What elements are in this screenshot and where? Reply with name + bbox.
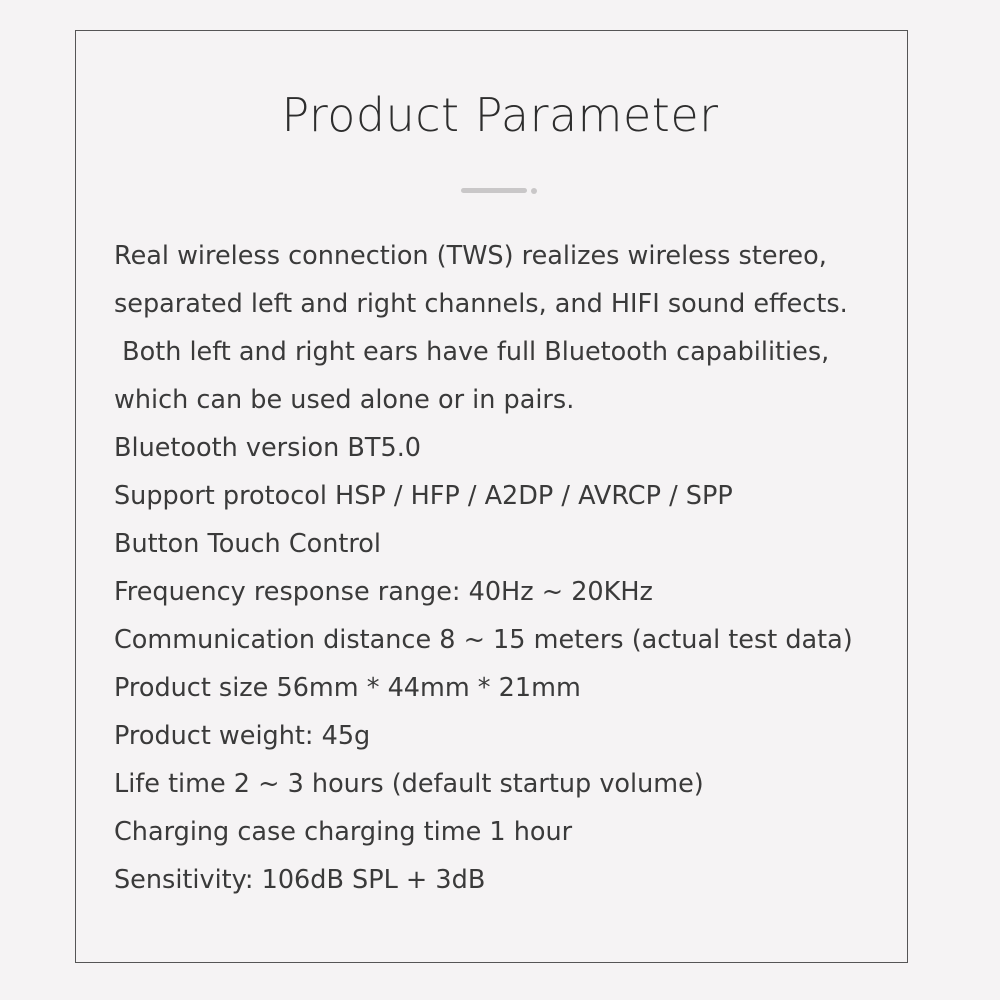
parameter-line: Life time 2 ~ 3 hours (default startup volume) [114, 769, 704, 799]
parameter-list [114, 232, 904, 904]
parameter-line: Real wireless connection (TWS) realizes wireless stereo, [114, 241, 827, 271]
parameter-line: Frequency response range: 40Hz ~ 20KHz [114, 577, 653, 607]
parameter-line: separated left and right channels, and HIFI sound effects. [114, 289, 848, 319]
parameter-line: which can be used alone or in pairs. [114, 385, 575, 415]
divider-bar [461, 188, 527, 193]
parameter-line: Sensitivity: 106dB SPL + 3dB [114, 865, 486, 895]
page-title: Product Parameter [281, 88, 719, 142]
parameter-line: Communication distance 8 ~ 15 meters (actual test data) [114, 625, 853, 655]
title-divider [461, 187, 541, 195]
parameter-line: Support protocol HSP / HFP / A2DP / AVRCP / SPP [114, 481, 733, 511]
divider-dot [531, 188, 537, 194]
parameter-line: Bluetooth version BT5.0 [114, 433, 422, 463]
parameter-line: Product size 56mm * 44mm * 21mm [114, 673, 581, 703]
parameter-line: Product weight: 45g [114, 721, 371, 751]
parameter-line: Button Touch Control [114, 529, 381, 559]
parameter-line: Charging case charging time 1 hour [114, 817, 573, 847]
parameter-line: Both left and right ears have full Bluetooth capabilities, [114, 337, 830, 367]
